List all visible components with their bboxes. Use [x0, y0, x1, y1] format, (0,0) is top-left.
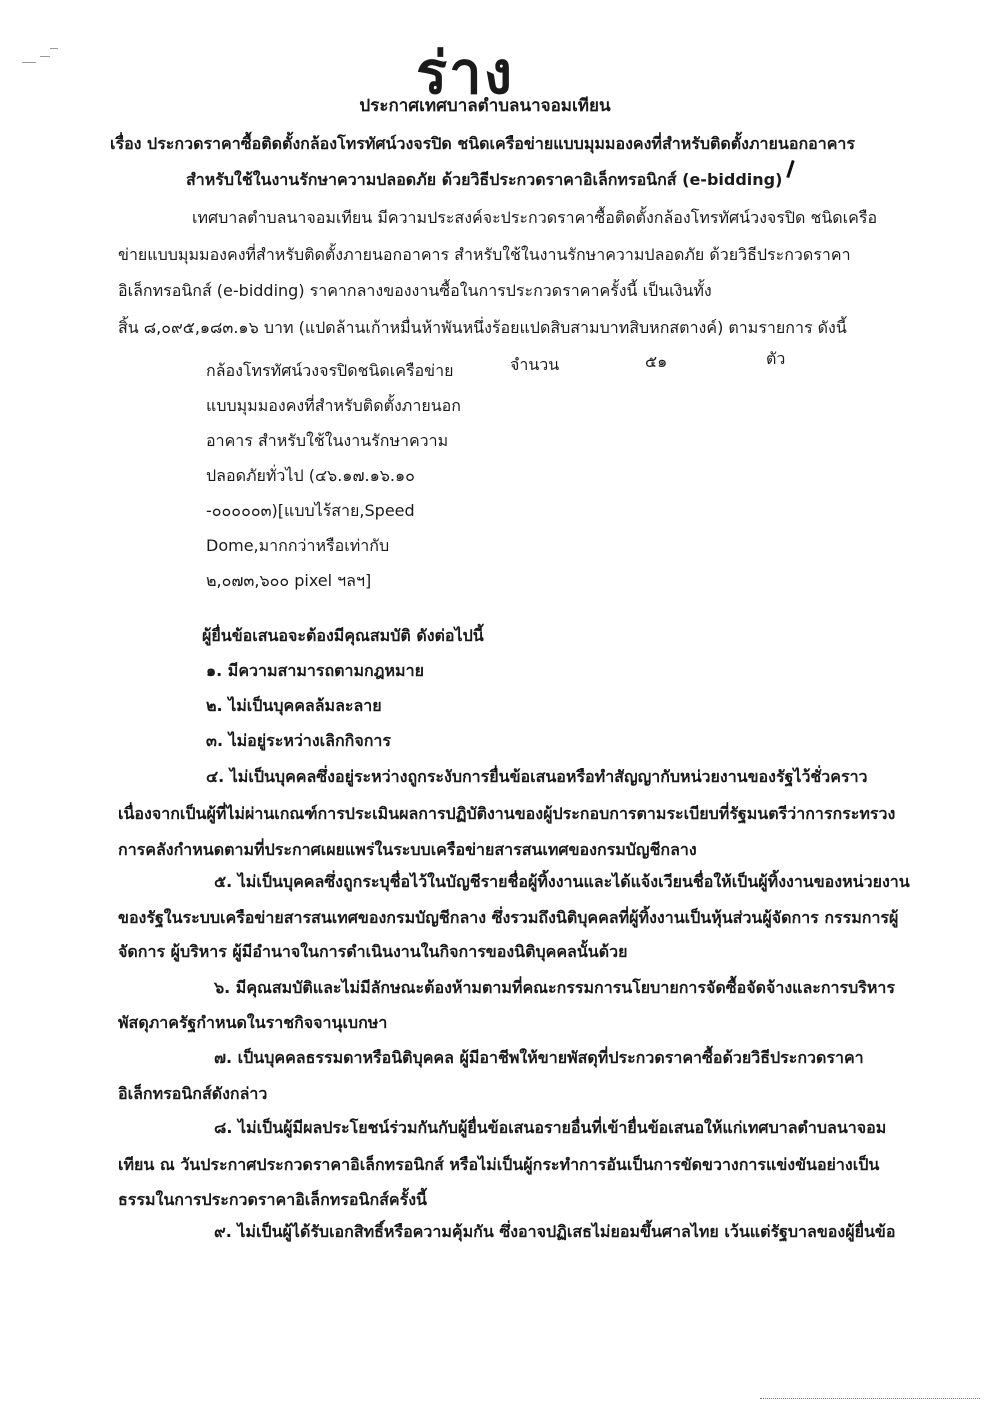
qualification-item: ๑. มีความสามารถตามกฎหมาย [206, 661, 424, 680]
item-description-line: ปลอดภัยทั่วไป (๔๖.๑๗.๑๖.๑๐ [206, 466, 415, 485]
quantity-label: จำนวน [510, 355, 560, 374]
quantity-value: ๕๑ [645, 352, 668, 371]
qualification-item: ๖. มีคุณสมบัติและไม่มีลักษณะต้องห้ามตามที่คณะกรรมการนโยบายการจัดซื้อจัดจ้างและการบริหาร [214, 978, 895, 997]
item-description-line: แบบมุมมองคงที่สำหรับติดตั้งภายนอก [206, 396, 461, 415]
qualification-item-continued: เทียน ณ วันประกาศประกวดราคาอิเล็กทรอนิกส์ หรือไม่เป็นผู้กระทำการอันเป็นการขัดขวางการแข่งขันอย่างเป็น [118, 1155, 880, 1174]
subject-line-1: เรื่อง ประกวดราคาซื้อติดตั้งกล้องโทรทัศน์วงจรปิด ชนิดเครือข่ายแบบมุมมองคงที่สำหรับติดตั้งภายนอกอาคาร [110, 134, 856, 153]
qualification-item-continued: ธรรมในการประกวดราคาอิเล็กทรอนิกส์ครั้งนี้ [118, 1190, 427, 1209]
intro-line: สิ้น ๘,๐๙๕,๑๘๓.๑๖ บาท (แปดล้านเก้าหมื่นห้าพันหนึ่งร้อยแปดสิบสามบาทสิบหกสตางค์) ตามรายการ ดังนี้ [118, 318, 847, 337]
quantity-unit: ตัว [766, 349, 786, 368]
qualification-item: ๕. ไม่เป็นบุคคลซึ่งถูกระบุชื่อไว้ในบัญชีรายชื่อผู้ทิ้งงานและได้แจ้งเวียนชื่อให้เป็นผู้ทิ้งงานของหน่วยงาน [214, 872, 910, 891]
qualification-item-continued: จัดการ ผู้บริหาร ผู้มีอำนาจในการดำเนินงานในกิจการของนิติบุคคลนั้นด้วย [118, 942, 628, 961]
qualification-item-continued: อิเล็กทรอนิกส์ดังกล่าว [118, 1084, 268, 1103]
qualification-item-continued: การคลังกำหนดตามที่ประกาศเผยแพร่ในระบบเครือข่ายสารสนเทศของกรมบัญชีกลาง [118, 840, 697, 859]
qualification-item: ๙. ไม่เป็นผู้ได้รับเอกสิทธิ์หรือความคุ้มกัน ซึ่งอาจปฏิเสธไม่ยอมขึ้นศาลไทย เว้นแต่รัฐบาลของผู้ยื่นข้อ [214, 1222, 896, 1241]
qualifications-heading: ผู้ยื่นข้อเสนอจะต้องมีคุณสมบัติ ดังต่อไปนี้ [202, 626, 484, 645]
item-description-line: กล้องโทรทัศน์วงจรปิดชนิดเครือข่าย [206, 361, 454, 380]
qualification-item-continued: ของรัฐในระบบเครือข่ายสารสนเทศของกรมบัญชีกลาง ซึ่งรวมถึงนิติบุคคลที่ผู้ทิ้งงานเป็นหุ้นส่วนผู้จัดการ กรรมการผู้ [118, 908, 899, 927]
agency-title: ประกาศเทศบาลตำบลนาจอมเทียน [359, 96, 611, 116]
qualification-item: ๘. ไม่เป็นผู้มีผลประโยชน์ร่วมกันกับผู้ยื่นข้อเสนอรายอื่นที่เข้ายื่นข้อเสนอให้แก่เทศบาลตำบลนาจอม [214, 1118, 887, 1137]
item-description-line: อาคาร สำหรับใช้ในงานรักษาความ [206, 431, 449, 450]
item-description-line: ๒,๐๗๓,๖๐๐ pixel ฯลฯ] [206, 571, 372, 590]
qualification-item: ๔. ไม่เป็นบุคคลซึ่งอยู่ระหว่างถูกระงับการยื่นข้อเสนอหรือทำสัญญากับหน่วยงานของรัฐไว้ชั่วคราว [206, 767, 868, 786]
qualification-item-continued: พัสดุภาครัฐกำหนดในราชกิจจานุเบกษา [118, 1013, 388, 1032]
qualification-item: ๗. เป็นบุคคลธรรมดาหรือนิติบุคคล ผู้มีอาชีพให้ขายพัสดุที่ประกวดราคาซื้อด้วยวิธีประกวดราคา [214, 1048, 864, 1067]
item-description-line: Dome,มากกว่าหรือเท่ากับ [206, 536, 390, 555]
qualification-item-continued: เนื่องจากเป็นผู้ที่ไม่ผ่านเกณฑ์การประเมินผลการปฏิบัติงานของผู้ประกอบการตามระเบียบที่รัฐมนตรีว่าการกระทรวง [118, 804, 896, 823]
intro-line: เทศบาลตำบลนาจอมเทียน มีความประสงค์จะประกวดราคาซื้อติดตั้งกล้องโทรทัศน์วงจรปิด ชนิดเครือ [192, 208, 878, 227]
intro-line: ข่ายแบบมุมมองคงที่สำหรับติดตั้งภายนอกอาคาร สำหรับใช้ในงานรักษาความปลอดภัย ด้วยวิธีประกวดราคา [118, 245, 851, 264]
page-edge-mark [760, 1398, 980, 1399]
pen-tick-mark [786, 160, 794, 178]
qualification-item: ๒. ไม่เป็นบุคคลล้มละลาย [206, 696, 382, 715]
draft-stamp: ร่าง [415, 39, 515, 107]
qualification-item: ๓. ไม่อยู่ระหว่างเลิกกิจการ [206, 731, 391, 750]
item-description-line: -๐๐๐๐๐๓)[แบบไร้สาย,Speed [206, 501, 415, 520]
subject-line-2: สำหรับใช้ในงานรักษาความปลอดภัย ด้วยวิธีประกวดราคาอิเล็กทรอนิกส์ (e-bidding) [186, 170, 783, 189]
intro-line: อิเล็กทรอนิกส์ (e-bidding) ราคากลางของงานซื้อในการประกวดราคาครั้งนี้ เป็นเงินทั้ง [118, 281, 712, 300]
